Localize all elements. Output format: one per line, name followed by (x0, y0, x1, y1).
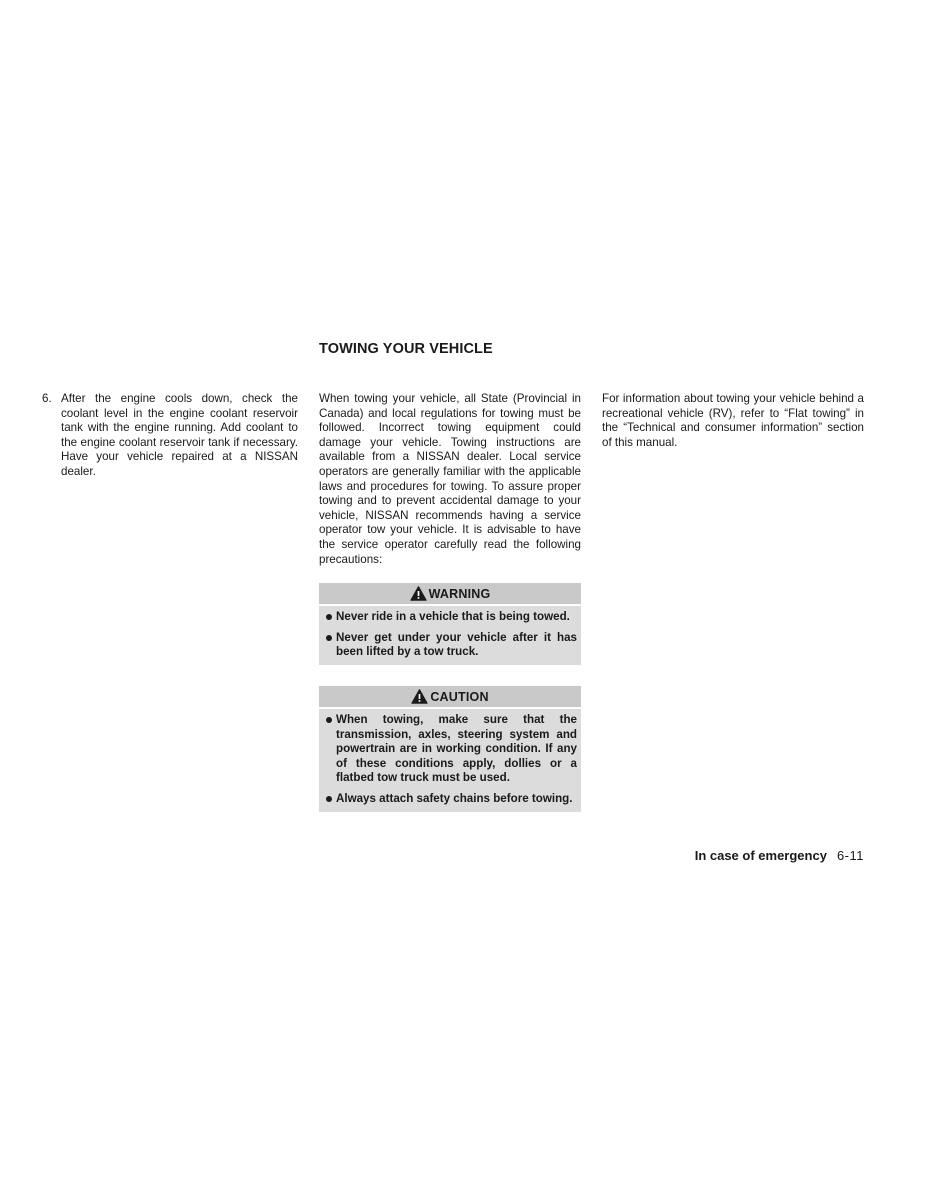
warning-label: WARNING (428, 586, 491, 601)
middle-column (319, 392, 581, 567)
caution-box (319, 686, 581, 812)
warning-item (322, 610, 577, 625)
flat-towing-paragraph: For information about towing your vehicle behind a recreational vehicle (RV), refer to “Flat towing” in the “Technical and consumer information” section of this manual. (602, 392, 864, 449)
page-number: 6-11 (836, 848, 864, 863)
caution-item (322, 713, 577, 786)
towing-paragraph: When towing your vehicle, all State (Provincial in Canada) and local regulations for towing must be followed. Incorrect towing equipment could damage your vehicle. Towing instructions are available from a NISSAN dealer. Local service operators are generally familiar with the applicable laws and procedures for towing. To assure proper towing and to prevent accidental damage to your vehicle, NISSAN recommends having a service operator tow your vehicle. It is advisable to have the service operator carefully read the following precautions: (319, 392, 581, 566)
step-text: After the engine cools down, check the coolant level in the engine coolant reservoir tank with the engine running. Add coolant to the engine coolant reservoir tank if necessary. Have your vehicle repaired at a NISSAN dealer. (61, 392, 298, 478)
warning-item-text: Never get under your vehicle after it has been lifted by a tow truck. (336, 630, 577, 659)
warning-item (322, 631, 577, 660)
warning-box (319, 583, 581, 665)
numbered-step (42, 392, 298, 480)
caution-item (322, 792, 577, 807)
section-title: TOWING YOUR VEHICLE (319, 341, 493, 357)
left-column (42, 392, 298, 480)
bullet-dot (322, 610, 336, 625)
caution-body (319, 709, 581, 812)
warning-header (319, 583, 581, 604)
right-column (602, 392, 864, 450)
caution-item-text: Always attach safety chains before towing. (336, 791, 573, 805)
warning-body (319, 606, 581, 665)
warning-triangle-icon (410, 586, 427, 601)
warning-item-text: Never ride in a vehicle that is being towed. (336, 610, 570, 623)
caution-header (319, 686, 581, 707)
bullet-dot (322, 792, 336, 807)
page-footer (695, 848, 864, 863)
footer-section-name: In case of emergency (694, 848, 827, 863)
caution-item-text: When towing, make sure that the transmission, axles, steering system and powertrain are in working condition. If any of these conditions apply, dollies or a flatbed tow truck must be used. (336, 713, 577, 785)
warning-triangle-icon (411, 689, 428, 704)
bullet-dot (322, 631, 336, 660)
bullet-dot (322, 713, 336, 786)
step-number: 6. (42, 392, 52, 405)
caution-label: CAUTION (430, 689, 489, 704)
